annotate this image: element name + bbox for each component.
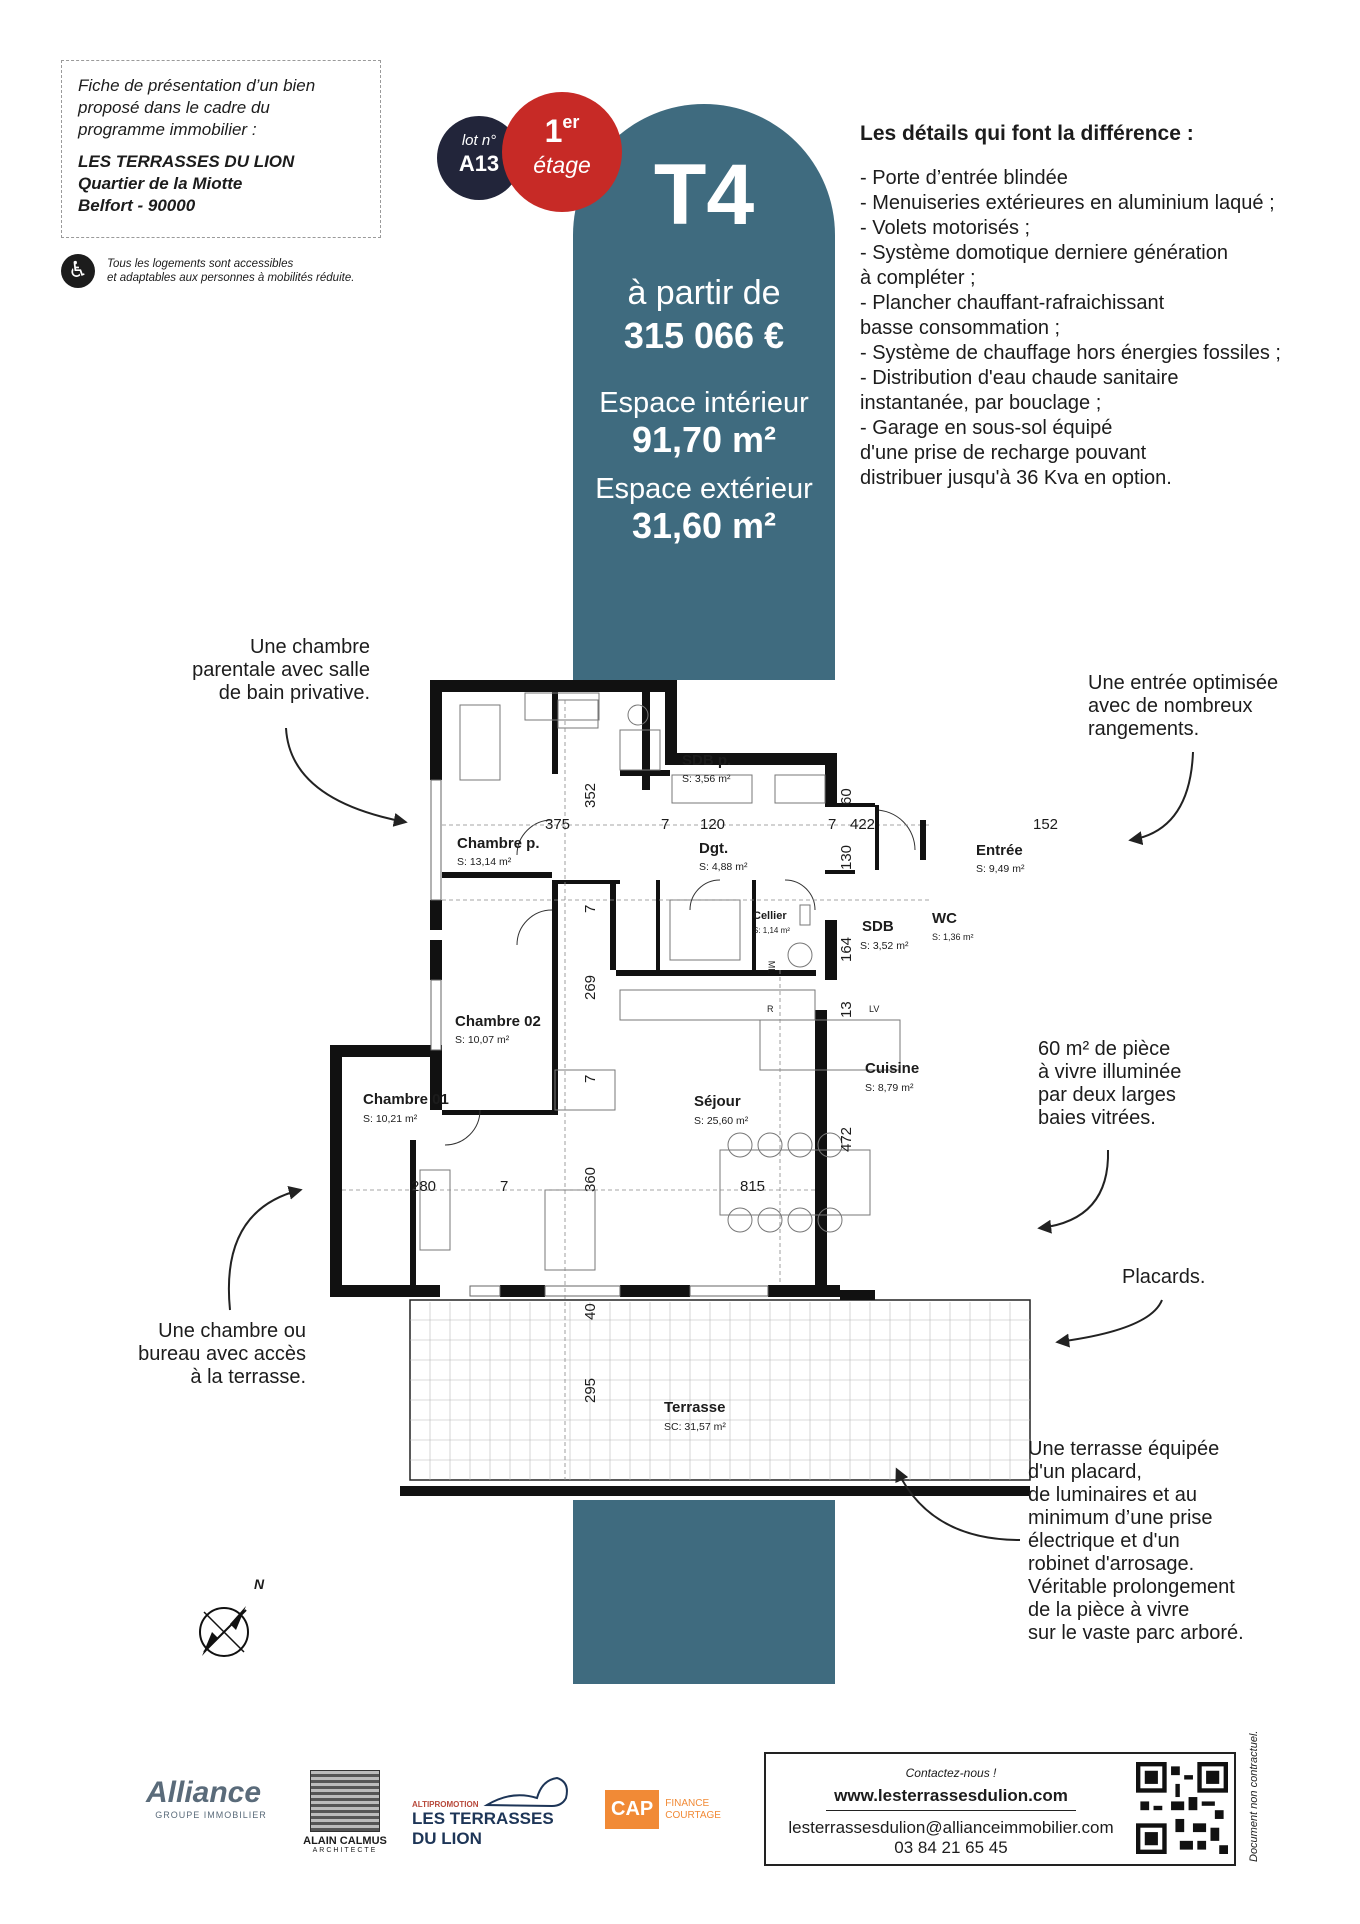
building-sketch-icon <box>310 1770 380 1832</box>
details-item: - Système de chauffage hors énergies fossiles ; <box>860 342 1281 364</box>
exterior-label: Espace extérieur <box>595 473 813 505</box>
dimension-label: 472 <box>838 1126 855 1152</box>
note-entry: Une entrée optimisée avec de nombreux rangements. <box>1088 672 1279 740</box>
floor-label: étage <box>533 152 591 178</box>
intro-text: Fiche de présentation d’un bien proposé dans le cadre du programme immobilier : <box>78 76 316 139</box>
arrow-office <box>229 1190 300 1310</box>
exterior-value: 31,60 m² <box>631 505 777 546</box>
arrow-living <box>1040 1150 1108 1228</box>
room-name: Entrée <box>976 842 1023 859</box>
room-name: Chambre p. <box>457 835 540 852</box>
email-link[interactable]: lesterrassesdulion@allianceimmobilier.com <box>788 1818 1114 1837</box>
fixture-label: ML <box>766 960 777 974</box>
room-name: Terrasse <box>664 1399 726 1416</box>
divider <box>826 1810 1076 1811</box>
dimension-label: 13 <box>838 1001 855 1018</box>
details-item: - Volets motorisés ; <box>860 217 1031 239</box>
details-item: - Distribution d'eau chaude sanitaire instantanée, par bouclage ; <box>860 367 1179 414</box>
room-name: WC <box>932 910 957 927</box>
compass <box>190 1576 270 1666</box>
qr-code-icon[interactable] <box>1136 1762 1228 1854</box>
price-from-label: à partir de <box>627 274 781 312</box>
arrow-master-bedroom <box>286 728 405 822</box>
dimension-label: 7 <box>500 1178 509 1195</box>
terrasses-pre: ALTIPROMOTION <box>412 1800 479 1809</box>
alliance-sub: GROUPE IMMOBILIER <box>155 1810 267 1820</box>
details-item: - Garage en sous-sol équipé d'une prise de recharge pouvant distribuer jusqu'à 36 Kva en option. <box>860 417 1172 489</box>
cap-mark: CAP <box>605 1790 659 1829</box>
program-name: LES TERRASSES DU LION <box>78 152 295 171</box>
dimension-label: 164 <box>838 936 855 962</box>
dimension-label: 7 <box>828 816 837 833</box>
disclaimer: Document non contractuel. <box>1248 1730 1260 1862</box>
arrow-terrace <box>897 1470 1020 1540</box>
dimension-label: 152 <box>1033 816 1059 833</box>
room-surface: S: 8,79 m² <box>865 1082 914 1094</box>
room-surface: S: 3,52 m² <box>860 940 909 952</box>
note-closets: Placards. <box>1122 1266 1206 1288</box>
room-name: Séjour <box>694 1093 741 1110</box>
terrasses-name: LES TERRASSES DU LION <box>412 1809 554 1848</box>
dimension-label: 40 <box>582 1303 599 1320</box>
dimension-label: 7 <box>582 1074 599 1083</box>
program-district: Quartier de la Miotte <box>78 174 243 193</box>
details-item: - Menuiseries extérieures en aluminium laqué ; <box>860 192 1275 214</box>
arrow-entry <box>1131 752 1193 840</box>
details-title: Les détails qui font la différence : <box>860 122 1194 145</box>
cap-text: FINANCE COURTAGE <box>665 1797 721 1821</box>
details-item: - Porte d’entrée blindée <box>860 167 1068 189</box>
contact-label: Contactez-nous ! <box>905 1766 997 1780</box>
dimension-label: 422 <box>850 816 876 833</box>
fixture-label: R <box>767 1004 774 1014</box>
interior-label: Espace intérieur <box>599 387 809 419</box>
room-surface: SC: 31,57 m² <box>664 1421 726 1433</box>
room-name: Dgt. <box>699 840 729 857</box>
dimension-label: 7 <box>661 816 670 833</box>
room-surface: S: 10,21 m² <box>363 1113 418 1125</box>
details-item: - Système domotique derniere génération à compléter ; <box>860 242 1228 289</box>
terrasses-logo <box>412 1770 582 1849</box>
dimension-label: 295 <box>582 1377 599 1403</box>
program-city: Belfort - 90000 <box>78 196 196 215</box>
room-surface: S: 1,14 m² <box>753 926 790 935</box>
calmus-sub: ARCHITECTE <box>312 1847 378 1854</box>
room-name: SDB p. <box>682 752 732 769</box>
room-name: Chambre 01 <box>363 1091 449 1108</box>
room-surface: S: 9,49 m² <box>976 863 1025 875</box>
lion-icon <box>482 1770 572 1810</box>
price-value: 315 066 € <box>623 315 785 356</box>
note-terrace: Une terrasse équipée d'un placard, de luminaires et au minimum d’une prise électrique et d'un robinet d'arrosage. Véritable prolongement de la pièce à vivre sur le vaste parc arboré. <box>1028 1438 1244 1644</box>
cap-logo <box>605 1790 735 1829</box>
room-surface: S: 4,88 m² <box>699 861 748 873</box>
wheelchair-icon: ♿ <box>61 254 95 288</box>
phone-number[interactable]: 03 84 21 65 45 <box>894 1838 1008 1857</box>
lot-label: lot n° <box>461 132 497 149</box>
calmus-name: ALAIN CALMUS <box>303 1835 387 1847</box>
room-surface: S: 3,56 m² <box>682 773 731 785</box>
floor-number: 1er <box>544 112 580 149</box>
room-name: SDB <box>862 918 894 935</box>
contact-box <box>764 1752 1236 1866</box>
dimension-label: 7 <box>582 904 599 913</box>
dimension-label: 352 <box>582 782 599 808</box>
dimension-label: 60 <box>838 788 855 805</box>
dimension-label: 280 <box>411 1178 437 1195</box>
room-name: Cuisine <box>865 1060 920 1077</box>
dimension-label: 120 <box>700 816 726 833</box>
lot-number: A13 <box>458 151 500 176</box>
dimension-label: 360 <box>582 1166 599 1192</box>
fixture-label: LV <box>869 1004 880 1014</box>
room-surface: S: 1,36 m² <box>932 932 974 942</box>
room-surface: S: 25,60 m² <box>694 1115 749 1127</box>
note-master-bedroom: Une chambre parentale avec salle de bain privative. <box>192 636 370 704</box>
arrow-closets <box>1058 1300 1162 1342</box>
accessibility-text: Tous les logements sont accessibles et adaptables aux personnes à mobilités réduite. <box>107 258 355 284</box>
dimension-label: 815 <box>740 1178 766 1195</box>
note-living: 60 m² de pièce à vivre illuminée par deux larges baies vitrées. <box>1038 1038 1182 1129</box>
alliance-logo <box>146 1776 276 1820</box>
north-label: N <box>254 1576 265 1592</box>
website-link[interactable]: www.lesterrassesdulion.com <box>834 1786 1068 1805</box>
note-office: Une chambre ou bureau avec accès à la terrasse. <box>138 1320 306 1388</box>
dimension-label: 375 <box>545 816 571 833</box>
dimension-label: 269 <box>582 974 599 1000</box>
room-name: Chambre 02 <box>455 1013 541 1030</box>
dimension-label: 130 <box>838 844 855 870</box>
room-surface: S: 10,07 m² <box>455 1034 510 1046</box>
room-name: Cellier <box>753 910 787 922</box>
interior-value: 91,70 m² <box>631 419 777 460</box>
room-surface: S: 13,14 m² <box>457 856 512 868</box>
calmus-logo <box>302 1770 388 1854</box>
details-item: - Plancher chauffant-rafraichissant basse consommation ; <box>860 292 1165 339</box>
apartment-type: T4 <box>653 147 755 243</box>
alliance-name: Alliance <box>146 1776 262 1809</box>
